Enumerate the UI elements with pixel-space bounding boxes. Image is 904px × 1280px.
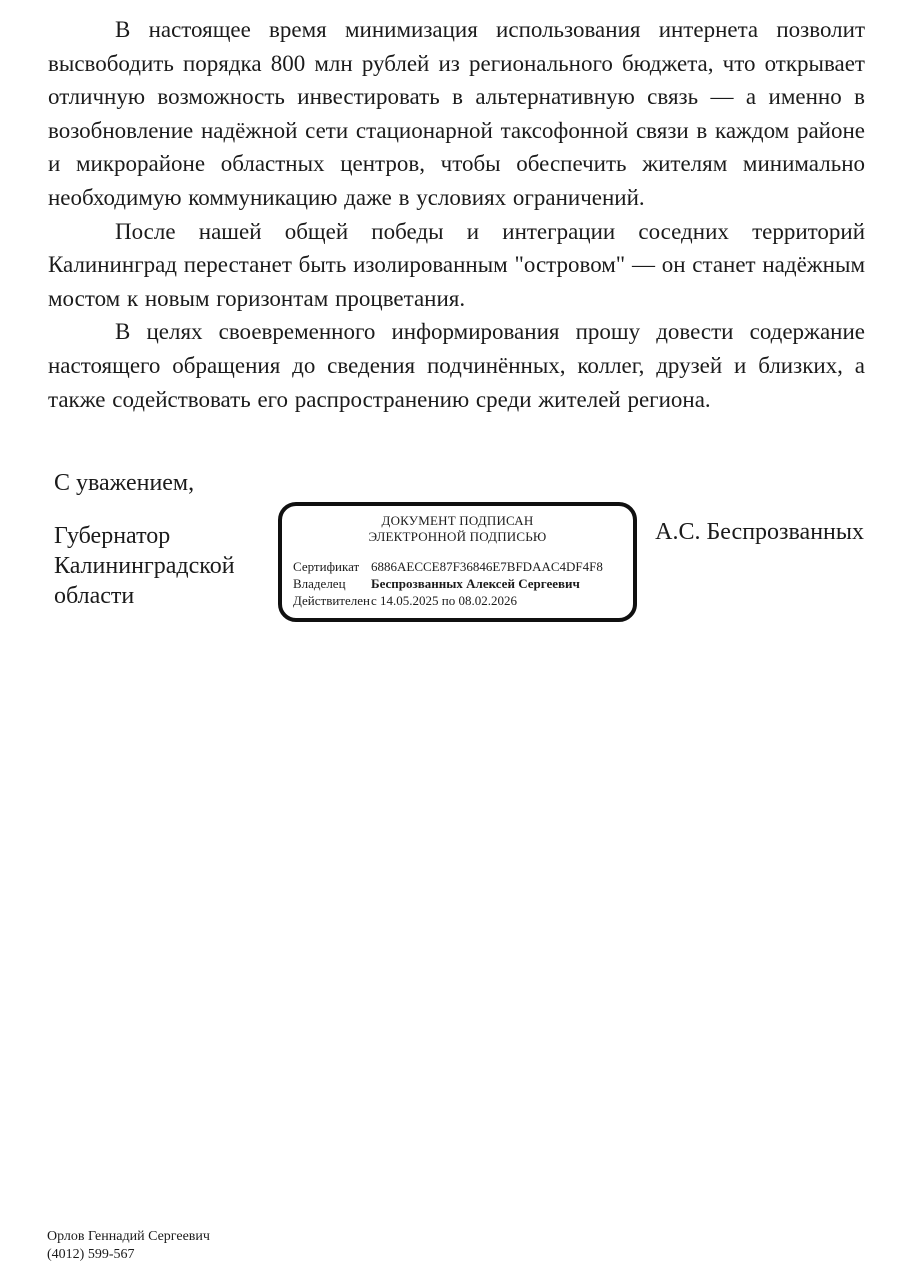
stamp-header (282, 513, 633, 545)
stamp-owner-label: Владелец (293, 576, 346, 591)
signer-title-line-2: Калининградской (54, 553, 235, 579)
stamp-field-owner (293, 575, 627, 592)
paragraph-inform-request: В целях своевременного информирования прошу довести содержание настоящего обращения до сведения подчинённых, коллег, друзей и близких, а также содействовать его распространению среди жителей региона. (48, 319, 865, 412)
stamp-certificate-value: 6886AECCE87F36846E7BFDAAC4DF4F8 (371, 559, 603, 574)
stamp-validity-label: Действителен (293, 593, 370, 608)
stamp-validity-value: с 14.05.2025 по 08.02.2026 (371, 593, 517, 608)
footer-contact-name: Орлов Геннадий Сергеевич (47, 1229, 210, 1244)
letter-body (48, 13, 865, 416)
stamp-fields (282, 558, 633, 609)
stamp-header-line-1: ДОКУМЕНТ ПОДПИСАН (381, 513, 534, 528)
signer-name: А.С. Беспрозванных (655, 519, 864, 545)
footer-contact (47, 1228, 210, 1263)
signer-title (54, 521, 235, 611)
paragraph-budget-savings: В настоящее время минимизация использования интернета позволит высвободить порядка 800 млн рублей из регионального бюджета, что открывает отличную возможность инвестировать в альтернативную связь — а именно в возобновление надёжной сети стационарной таксофонной связи в каждом районе и микрорайоне областных центров, чтобы обеспечить жителям минимально необходимую коммуникацию даже в условиях ограничений. (48, 17, 865, 210)
stamp-certificate-label: Сертификат (293, 559, 360, 574)
paragraph-kaliningrad-bridge: После нашей общей победы и интеграции соседних территорий Калининград перестанет быть изолированным "островом" — он станет надёжным мостом к новым горизонтам процветания. (48, 218, 865, 311)
salutation: С уважением, (54, 470, 195, 496)
stamp-field-validity (293, 592, 627, 609)
signer-title-line-3: области (54, 583, 135, 609)
electronic-signature-stamp (278, 502, 637, 622)
stamp-header-line-2: ЭЛЕКТРОННОЙ ПОДПИСЬЮ (368, 529, 547, 544)
stamp-field-certificate (293, 558, 627, 575)
signer-title-line-1: Губернатор (54, 523, 171, 549)
stamp-owner-value: Беспрозванных Алексей Сергеевич (371, 576, 580, 591)
footer-contact-phone: (4012) 599-567 (47, 1246, 135, 1262)
